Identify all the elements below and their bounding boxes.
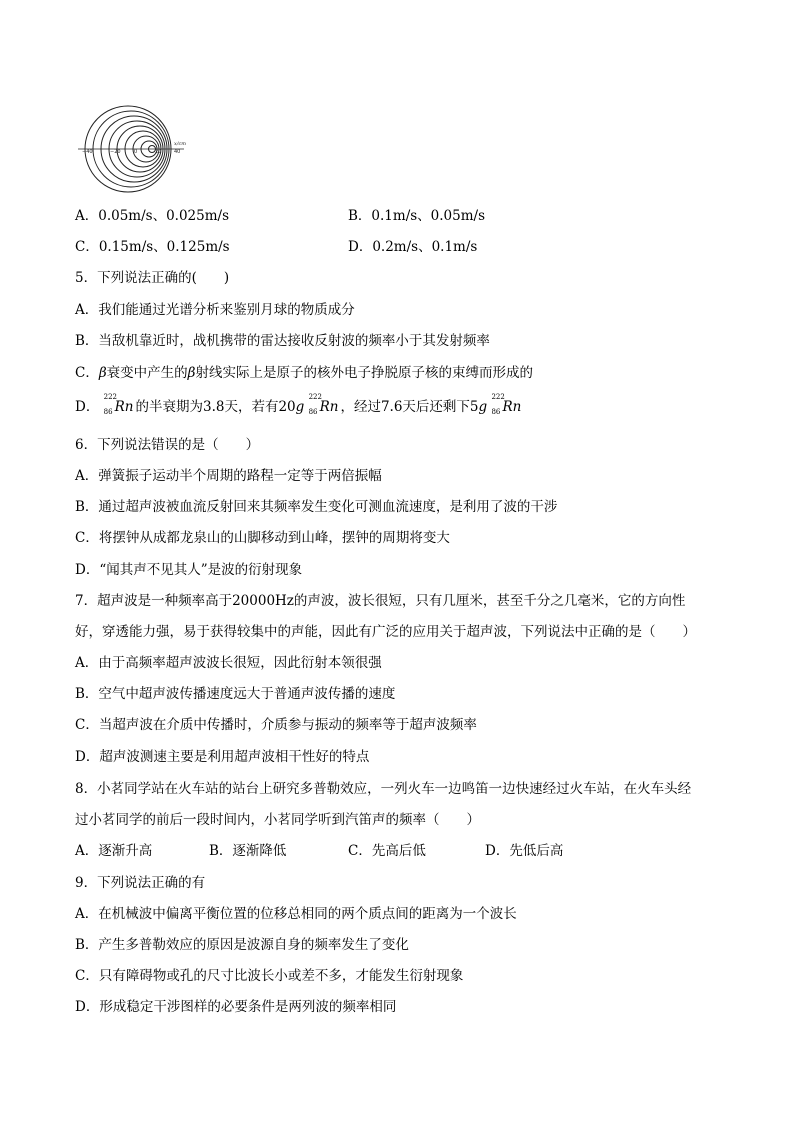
q6-option-a: A．弹簧振子运动半个周期的路程一定等于两倍振幅	[75, 468, 382, 484]
q5-option-c	[75, 364, 533, 382]
radon-nuclide: 222 86 Rn	[103, 393, 134, 416]
q6-stem: 6．下列说法错误的是（ ）	[75, 437, 260, 453]
beta-symbol: β	[98, 365, 107, 381]
q6-option-c: C．将摆钟从成都龙泉山的山脚移动到山峰，摆钟的周期将变大	[75, 530, 450, 546]
option-prefix: D．	[75, 399, 100, 415]
text-segment: 射线实际上是原子的核外电子挣脱原子核的束缚而形成的	[195, 365, 533, 381]
radon-nuclide: 222 86 Rn	[308, 393, 339, 416]
unit-g: g	[478, 399, 488, 415]
q9-option-d: D．形成稳定干涉图样的必要条件是两列波的频率相同	[75, 999, 397, 1015]
tick-label: 20	[155, 149, 162, 155]
tick-label: −40	[82, 149, 93, 155]
tick-label: −20	[110, 149, 121, 155]
q9-option-b: B．产生多普勒效应的原因是波源自身的频率发生了变化	[75, 937, 409, 953]
q9-option-a: A．在机械波中偏离平衡位置的位移总相同的两个质点间的距离为一个波长	[75, 906, 517, 922]
q7-stem-line1: 7．超声波是一种频率高于20000Hz的声波，波长很短，只有几厘米，甚至千分之几毫米，它的方向性	[75, 593, 686, 609]
q4-option-c: C．0.15m/s、0.125m/s	[75, 239, 230, 255]
q4-option-d: D．0.2m/s、0.1m/s	[348, 239, 478, 255]
beta-symbol: β	[187, 365, 196, 381]
q4-option-a: A．0.05m/s、0.025m/s	[75, 208, 230, 224]
q5-option-d	[75, 393, 523, 416]
q7-option-b: B．空气中超声波传播速度远大于普通声波传播的速度	[75, 686, 396, 702]
q8-option-d: D．先低后高	[485, 843, 564, 859]
tick-label: 0	[134, 149, 138, 155]
q7-option-a: A．由于高频率超声波波长很短，因此衍射本领很强	[75, 655, 382, 671]
unit-g: g	[295, 399, 305, 415]
text-segment: ，经过7.6天后还剩下5	[340, 399, 479, 415]
q9-stem: 9．下列说法正确的有	[75, 875, 206, 891]
wave-circles-figure	[76, 100, 196, 195]
axis-label: x/cm	[174, 141, 187, 147]
q6-option-d: D．“闻其声不见其人”是波的衍射现象	[75, 562, 303, 578]
q5-option-b: B．当敌机靠近时，战机携带的雷达接收反射波的频率小于其发射频率	[75, 333, 490, 349]
q7-option-c: C．当超声波在介质中传播时，介质参与振动的频率等于超声波频率	[75, 717, 477, 733]
q8-stem-line2: 过小茗同学的前后一段时间内，小茗同学听到汽笛声的频率（ ）	[75, 812, 480, 828]
option-prefix: C．	[75, 365, 99, 381]
q5-option-a: A．我们能通过光谱分析来鉴别月球的物质成分	[75, 302, 355, 318]
q6-option-b: B．通过超声波被血流反射回来其频率发生变化可测血流速度，是利用了波的干涉	[75, 499, 558, 515]
q8-option-a: A．逐渐升高	[75, 843, 153, 859]
text-segment: 衰变中产生的	[106, 365, 188, 381]
q7-stem-line2: 好，穿透能力强，易于获得较集中的声能，因此有广泛的应用关于超声波，下列说法中正确的是（ ）	[75, 624, 696, 640]
q8-option-b: B．逐渐降低	[209, 843, 287, 859]
radon-nuclide: 222 86 Rn	[491, 393, 522, 416]
q5-stem: 5．下列说法正确的( )	[75, 270, 230, 286]
q8-stem-line1: 8．小茗同学站在火车站的站台上研究多普勒效应，一列火车一边鸣笛一边快速经过火车站，在火车头经	[75, 781, 692, 797]
tick-label: 40	[174, 149, 181, 155]
q4-option-b: B．0.1m/s、0.05m/s	[348, 208, 486, 224]
text-segment: 的半衰期为3.8天，若有20	[135, 399, 296, 415]
q9-option-c: C．只有障碍物或孔的尺寸比波长小或差不多，才能发生衍射现象	[75, 968, 464, 984]
q8-option-c: C．先高后低	[348, 843, 426, 859]
q7-option-d: D．超声波测速主要是利用超声波相干性好的特点	[75, 749, 370, 765]
